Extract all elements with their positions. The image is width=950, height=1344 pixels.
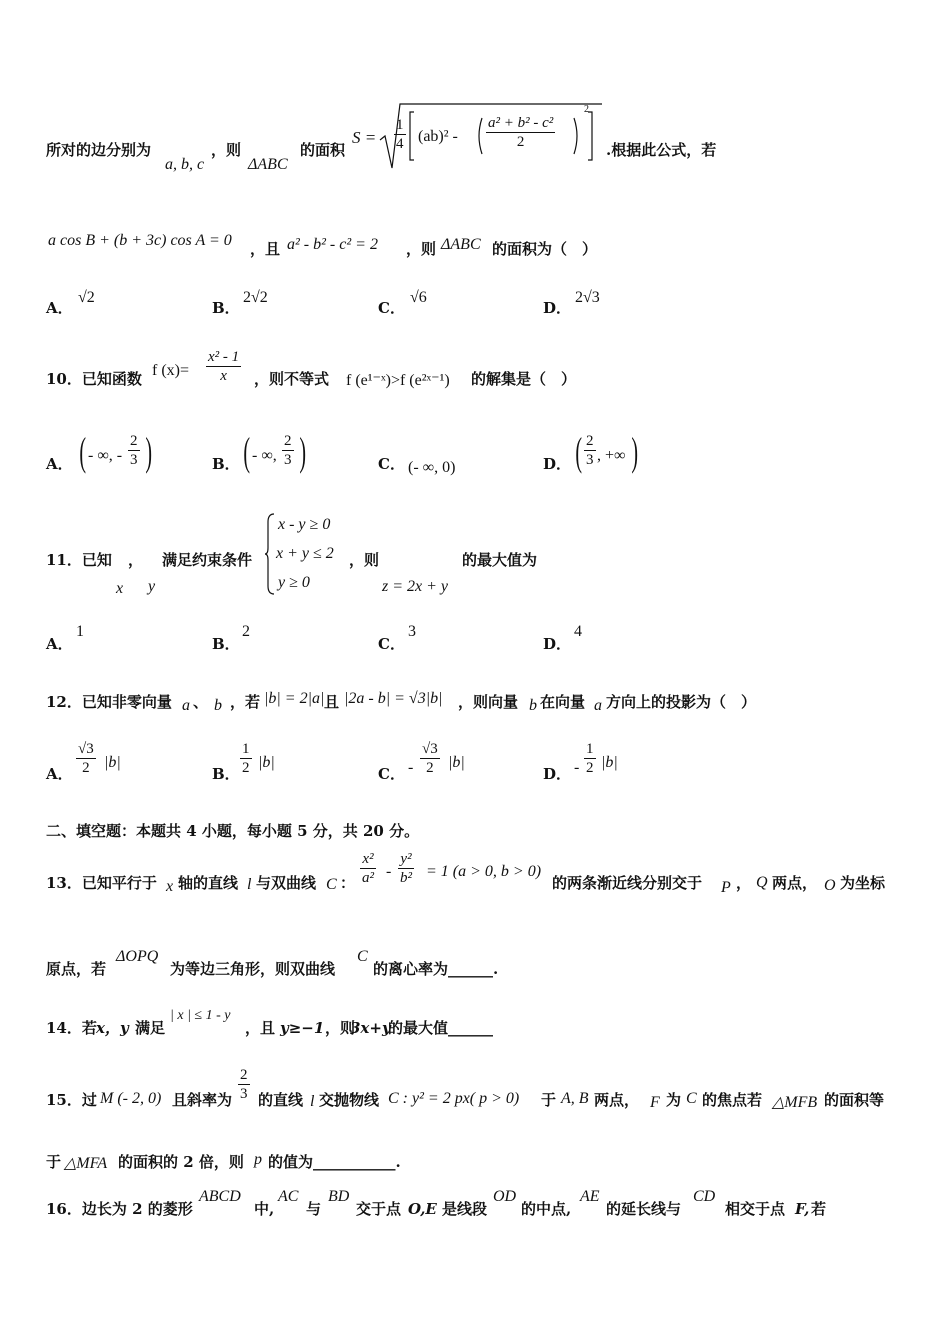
q16-BD: BD bbox=[328, 1188, 350, 1205]
q12-option-d-frac bbox=[584, 740, 596, 777]
q13-Q: Q bbox=[756, 874, 768, 891]
q9-frac-den: 2 bbox=[516, 134, 525, 150]
q10-option-c-value: (- ∞, 0) bbox=[408, 459, 456, 476]
q13-l: l bbox=[247, 876, 252, 893]
q15-text-e: 两点， bbox=[594, 1091, 640, 1109]
q13-text-g: 原点，若 bbox=[46, 960, 107, 978]
q12-vector-a: a bbox=[182, 697, 190, 714]
q12-option-a-label[interactable]: A． bbox=[46, 765, 73, 783]
q16-CD: CD bbox=[693, 1188, 716, 1205]
q12-option-a-norm: |b| bbox=[104, 754, 121, 771]
q10-option-b-rparen: ) bbox=[299, 429, 306, 474]
q9-text-c: 的面积 bbox=[300, 141, 346, 159]
q11-option-c-value: 3 bbox=[408, 623, 416, 640]
q15-slope bbox=[238, 1066, 250, 1103]
q12-option-c-den: 2 bbox=[426, 760, 434, 776]
q14-condition: | x | ≤ 1 - y bbox=[170, 1008, 231, 1023]
q10-option-a-rparen: ) bbox=[145, 429, 152, 474]
q12-option-d-label[interactable]: D． bbox=[543, 765, 572, 783]
q10-option-b-frac bbox=[282, 432, 294, 469]
q15-text-k: 的值为___________. bbox=[268, 1153, 401, 1171]
q9-text-f: ，则 bbox=[406, 240, 437, 258]
q10-option-d-num: 2 bbox=[586, 433, 594, 449]
q12-option-b-frac bbox=[240, 740, 252, 777]
q11-x: x bbox=[116, 580, 124, 597]
q14-text-d: 的最大值______ bbox=[388, 1019, 494, 1037]
q10-text-a: ，则不等式 bbox=[254, 370, 330, 388]
q13-C: C bbox=[326, 876, 337, 893]
q9-option-d-label[interactable]: D． bbox=[543, 299, 572, 317]
q12-option-a-den: 2 bbox=[82, 760, 90, 776]
q16-AC: AC bbox=[278, 1188, 299, 1205]
q12-text-e: 方向上的投影为（ ） bbox=[606, 693, 757, 711]
q15-slope-num: 2 bbox=[240, 1067, 248, 1083]
q13-text-e: 两点， bbox=[772, 874, 818, 892]
q16-text-h: 若 bbox=[811, 1200, 827, 1218]
q12-text-b: 且 bbox=[324, 693, 340, 711]
q10-option-a-lparen: ( bbox=[79, 429, 86, 474]
q10-option-d-label[interactable]: D． bbox=[543, 455, 572, 473]
q13-O: O bbox=[824, 877, 836, 894]
q12-option-c-sign: - bbox=[408, 759, 414, 776]
q16-F: F, bbox=[795, 1200, 810, 1218]
q9-frac bbox=[486, 114, 555, 151]
q10-option-a-den: 3 bbox=[130, 452, 138, 468]
q16-text-c: 交于点 bbox=[356, 1200, 402, 1218]
q15-l: l bbox=[310, 1093, 315, 1110]
q9-quarter bbox=[394, 116, 406, 153]
q14-xy: x，y bbox=[96, 1019, 129, 1037]
q10-option-a-v1: - ∞, - bbox=[88, 447, 123, 464]
q15-AB: A, B bbox=[561, 1090, 589, 1107]
q15-triangle-mfb: △MFB bbox=[772, 1094, 818, 1111]
q9-text-e: ，且 bbox=[250, 240, 281, 258]
q11-constraint-3: y ≥ 0 bbox=[278, 574, 310, 591]
q11-option-a-label[interactable]: A． bbox=[46, 635, 73, 653]
q12-option-b-den: 2 bbox=[242, 760, 250, 776]
q13-number: 13．已知平行于 bbox=[46, 874, 157, 892]
q13-text-b: 与双曲线 bbox=[256, 874, 317, 892]
q9-quarter-den: 4 bbox=[396, 136, 404, 152]
q16-text-d: 是线段 bbox=[442, 1200, 488, 1218]
q13-x: x bbox=[166, 878, 174, 895]
q14-text-a: 满足 bbox=[135, 1019, 166, 1037]
q12-option-c-frac bbox=[420, 740, 440, 777]
q9-quarter-num: 1 bbox=[396, 117, 404, 133]
q11-objective: z = 2x + y bbox=[382, 578, 449, 595]
q12-option-d-den: 2 bbox=[586, 760, 594, 776]
q14-text-c: ，则 bbox=[325, 1019, 356, 1037]
q9-condition2: a² - b² - c² = 2 bbox=[287, 236, 378, 253]
q15-text-b: 的直线 bbox=[258, 1091, 304, 1109]
q16-text-f: 的延长线与 bbox=[606, 1200, 682, 1218]
q14-number: 14．若 bbox=[46, 1019, 97, 1037]
q13-frac-x-den: a² bbox=[362, 870, 374, 886]
q10-frac bbox=[206, 348, 241, 385]
q13-P: P bbox=[721, 879, 731, 896]
q9-option-c-label[interactable]: C． bbox=[378, 299, 405, 317]
q13-frac-x-num: x² bbox=[360, 850, 376, 869]
q10-inequality: f (e¹⁻ˣ)>f (e²ˣ⁻¹) bbox=[346, 372, 450, 389]
q13-text-d: ， bbox=[736, 874, 752, 892]
q13-text-c: 的两条渐近线分别交于 bbox=[552, 874, 703, 892]
q15-text-d: 于 bbox=[541, 1091, 557, 1109]
q10-option-b-v1: - ∞, bbox=[252, 447, 277, 464]
q13-triangle: ΔOPQ bbox=[116, 948, 159, 965]
q12-option-a-num: √3 bbox=[78, 741, 94, 757]
q11-option-b-value: 2 bbox=[242, 623, 250, 640]
q15-F: F bbox=[650, 1094, 660, 1111]
q16-OD: OD bbox=[493, 1188, 517, 1205]
q12-option-b-norm: |b| bbox=[258, 754, 275, 771]
q15-triangle-mfa: △MFA bbox=[64, 1155, 108, 1172]
q15-text-a: 且斜率为 bbox=[172, 1091, 233, 1109]
q13-text-i: 的离心率为______. bbox=[373, 960, 499, 978]
q12-text-c: ，则向量 bbox=[458, 693, 519, 711]
q11-option-b-label[interactable]: B． bbox=[212, 635, 240, 653]
q13-equation: = 1 (a > 0, b > 0) bbox=[426, 863, 542, 880]
q9-triangle: ΔABC bbox=[248, 156, 288, 173]
q12-number: 12．已知非零向量 bbox=[46, 693, 172, 711]
q13-text-h: 为等边三角形，则双曲线 bbox=[170, 960, 336, 978]
q12-option-a-frac bbox=[76, 740, 96, 777]
q10-option-b-num: 2 bbox=[284, 433, 292, 449]
q9-sides: a, b, c bbox=[165, 156, 205, 173]
q9-text-d: .根据此公式，若 bbox=[606, 141, 717, 159]
q12-sep: 、 bbox=[193, 693, 209, 711]
q10-number: 10．已知函数 bbox=[46, 370, 142, 388]
q16-ABCD: ABCD bbox=[199, 1188, 241, 1205]
q11-text-a: 满足约束条件 bbox=[162, 551, 253, 569]
q9-option-b-label[interactable]: B． bbox=[212, 299, 240, 317]
q13-frac-x bbox=[360, 850, 376, 887]
q11-comma: ， bbox=[128, 551, 144, 569]
q12-option-c-num: √3 bbox=[422, 741, 438, 757]
q9-frac-num: a² + b² - c² bbox=[488, 115, 554, 131]
q15-number: 15．过 bbox=[46, 1091, 97, 1109]
q13-colon: ： bbox=[340, 874, 356, 892]
q12-text-d: 在向量 bbox=[540, 693, 586, 711]
q15-text-g: 的焦点若 bbox=[702, 1091, 763, 1109]
q10-text-b: 的解集是（ ） bbox=[471, 370, 577, 388]
q10-frac-num: x² - 1 bbox=[208, 349, 240, 365]
q10-option-d-rparen: ) bbox=[631, 429, 638, 474]
q12-cond-2: |2a - b| = √3|b| bbox=[344, 690, 443, 707]
q9-option-a-label[interactable]: A． bbox=[46, 299, 73, 317]
q15-parabola: C : y² = 2 px( p > 0) bbox=[388, 1090, 520, 1107]
q9-text-a: 所对的边分别为 bbox=[46, 141, 152, 159]
q16-number: 16．边长为 2 的菱形 bbox=[46, 1200, 193, 1218]
q10-option-c-label[interactable]: C． bbox=[378, 455, 405, 473]
q9-text-b: ，则 bbox=[211, 141, 242, 159]
q13-C2: C bbox=[357, 948, 368, 965]
q11-option-d-value: 4 bbox=[574, 623, 582, 640]
q15-M: M (- 2, 0) bbox=[100, 1090, 162, 1107]
q16-OE: O,E bbox=[408, 1200, 437, 1218]
q12-option-d-norm: |b| bbox=[601, 754, 618, 771]
q13-text-a: 轴的直线 bbox=[178, 874, 239, 892]
q15-p: p bbox=[254, 1151, 262, 1168]
q9-option-a-value: √2 bbox=[78, 289, 95, 306]
q10-option-d-v2: , +∞ bbox=[597, 447, 626, 464]
q11-number: 11．已知 bbox=[46, 551, 112, 569]
q11-option-a-value: 1 bbox=[76, 623, 84, 640]
q11-text-b: ，则 bbox=[349, 551, 380, 569]
q11-option-c-label[interactable]: C． bbox=[378, 635, 405, 653]
q16-AE: AE bbox=[580, 1188, 600, 1205]
q13-frac-y-den: b² bbox=[400, 870, 412, 886]
q15-slope-den: 3 bbox=[240, 1086, 248, 1102]
q12-cond-1: |b| = 2|a| bbox=[264, 690, 325, 707]
q12-option-d-sign: - bbox=[574, 759, 580, 776]
q16-text-a: 中, bbox=[254, 1200, 275, 1218]
q9-S: S = bbox=[352, 128, 377, 147]
q12-option-c-label[interactable]: C． bbox=[378, 765, 405, 783]
q15-text-j: 的面积的 2 倍，则 bbox=[118, 1153, 244, 1171]
q10-frac-den: x bbox=[220, 368, 227, 384]
q13-minus: - bbox=[386, 863, 392, 880]
q10-option-d-frac bbox=[584, 432, 596, 469]
q12-option-d-num: 1 bbox=[586, 741, 594, 757]
q15-text-i: 于 bbox=[46, 1153, 62, 1171]
q14-condition2: y≥−1 bbox=[280, 1019, 325, 1037]
q12-vector-b: b bbox=[214, 697, 222, 714]
q10-option-b-label[interactable]: B． bbox=[212, 455, 240, 473]
q10-option-a-label[interactable]: A． bbox=[46, 455, 73, 473]
q9-ab2: (ab)² - bbox=[418, 128, 458, 145]
q12-text-a: ，若 bbox=[230, 693, 261, 711]
q16-text-e: 的中点, bbox=[521, 1200, 572, 1218]
q10-option-a-num: 2 bbox=[130, 433, 138, 449]
q13-frac-y-num: y² bbox=[398, 850, 414, 869]
q10-option-d-den: 3 bbox=[586, 452, 594, 468]
q9-triangle2: ΔABC bbox=[441, 236, 481, 253]
q15-C2: C bbox=[686, 1090, 697, 1107]
q10-option-b-lparen: ( bbox=[243, 429, 250, 474]
q9-condition: a cos B + (b + 3c) cos A = 0 bbox=[48, 232, 232, 249]
q9-option-b-value: 2√2 bbox=[243, 289, 268, 306]
q14-text-b: ，且 bbox=[245, 1019, 276, 1037]
q9-exp: 2 bbox=[584, 104, 589, 115]
q12-vector-a2: a bbox=[594, 697, 602, 714]
q11-brace bbox=[264, 512, 276, 596]
q14-expression: 3x+y bbox=[350, 1019, 391, 1037]
q11-constraint-2: x + y ≤ 2 bbox=[276, 545, 334, 562]
q11-y: y bbox=[148, 578, 156, 595]
section-heading: 二、填空题：本题共 4 小题，每小题 5 分，共 20 分。 bbox=[46, 822, 420, 840]
q16-text-b: 与 bbox=[306, 1200, 322, 1218]
q13-text-f: 为坐标 bbox=[840, 874, 886, 892]
q11-text-c: 的最大值为 bbox=[462, 551, 538, 569]
q11-option-d-label[interactable]: D． bbox=[543, 635, 572, 653]
q15-text-h: 的面积等 bbox=[824, 1091, 885, 1109]
q9-option-d-value: 2√3 bbox=[575, 289, 600, 306]
q13-frac-y bbox=[398, 850, 414, 887]
q12-option-c-norm: |b| bbox=[448, 754, 465, 771]
q12-vector-b2: b bbox=[529, 697, 537, 714]
q10-option-a-frac bbox=[128, 432, 140, 469]
q15-text-c: 交抛物线 bbox=[319, 1091, 380, 1109]
q15-text-f: 为 bbox=[666, 1091, 682, 1109]
q9-text-g: 的面积为（ ） bbox=[492, 240, 598, 258]
q10-option-d-lparen: ( bbox=[575, 429, 582, 474]
q9-option-c-value: √6 bbox=[410, 289, 427, 306]
q12-option-b-num: 1 bbox=[242, 741, 250, 757]
q11-constraint-1: x - y ≥ 0 bbox=[278, 516, 331, 533]
q10-option-b-den: 3 bbox=[284, 452, 292, 468]
q10-fx: f (x)= bbox=[152, 362, 190, 379]
q12-option-b-label[interactable]: B． bbox=[212, 765, 240, 783]
q16-text-g: 相交于点 bbox=[725, 1200, 786, 1218]
